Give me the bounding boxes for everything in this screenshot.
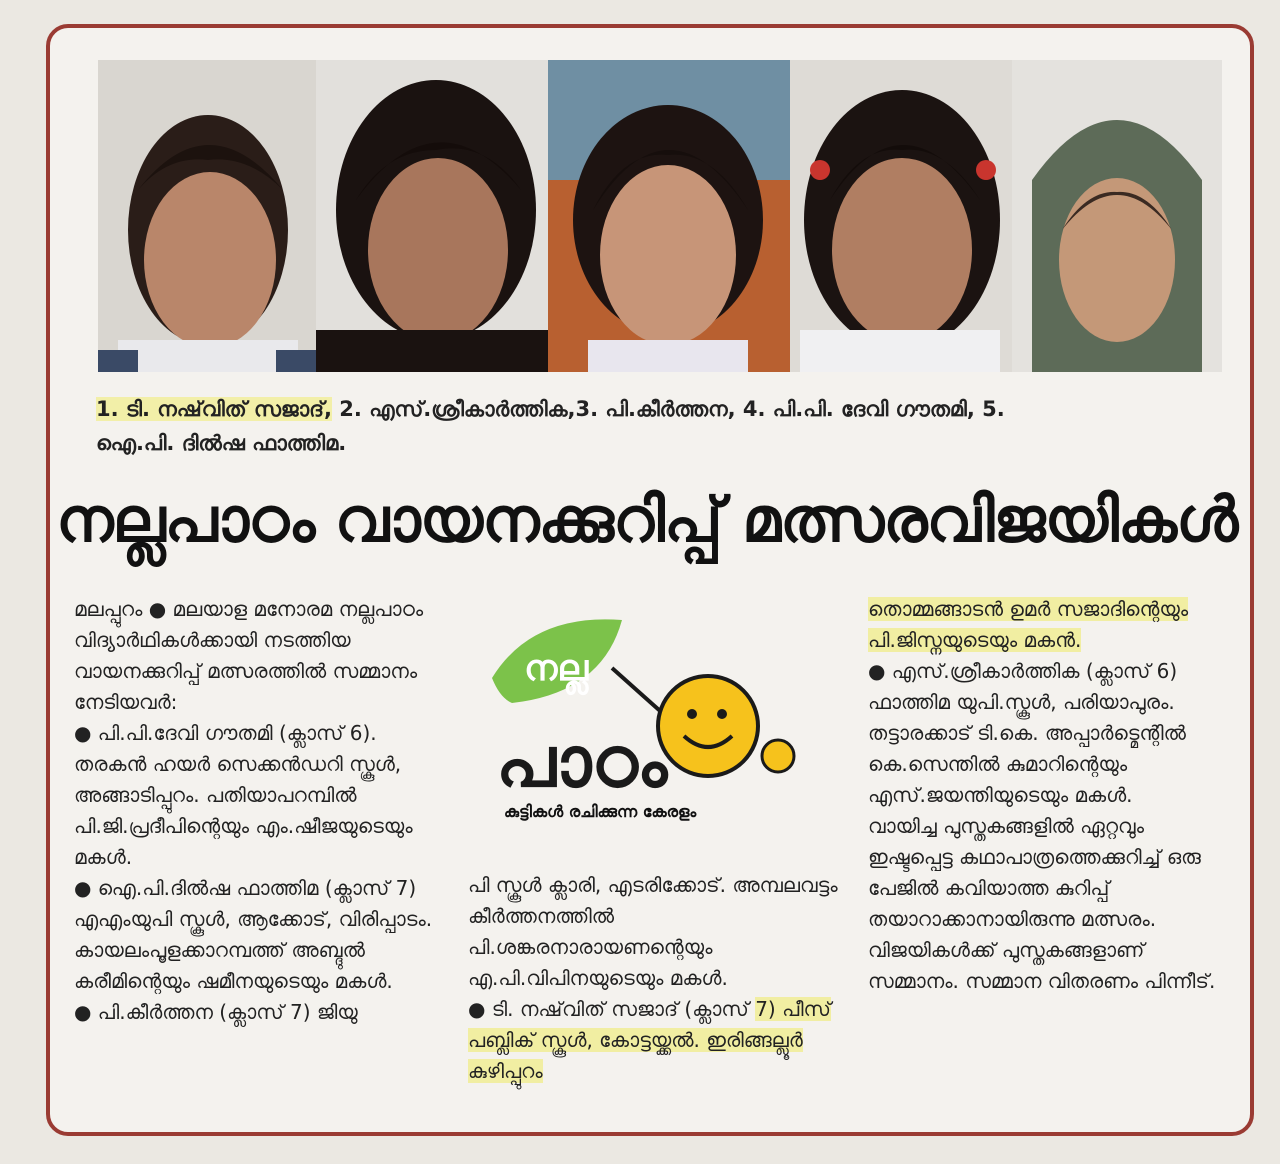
photo-5 [1012,60,1222,372]
column-2-para-2-highlight: 7) പീസ് പബ്ലിക് സ്കൂൾ, കോട്ടയ്ക്കൽ. ഇരിങ്ങല്ലൂർ കുഴിപ്പുറം [468,997,831,1083]
photo-3 [548,60,790,372]
nallapaadam-logo [472,608,822,830]
column-1-para-3: ● ഐ.പി.ദിൽഷ ഫാത്തിമ (ക്ലാസ് 7) എഎംയുപി സ്കൂൾ, ആക്കോട്, വിരിപ്പാടം. കായലംപൂളക്കാറമ്പത്ത് അബ്ദുൽ കരീമിന്റെയും ഷമീനയുടെയും മകൾ. [74,876,433,993]
smiley-icon [658,676,758,776]
caption-rest: 2. എസ്.ശ്രീകാർത്തിക,3. പി.കീർത്തന, 4. പി.പി. ദേവി ഗൗതമി, 5. [332,397,1005,421]
logo-tagline: കുട്ടികൾ രചിക്കുന്ന കേരളം [504,802,697,821]
logo-leaf-text: നല്ല [524,648,589,689]
column-2 [468,870,838,1087]
column-3-para-1: തൊമ്മങ്ങാടൻ ഉമർ സജാദിന്റെയും പി.ജിസ്നയുടെയും മകൻ. [868,597,1189,652]
caption-highlight: 1. ടി. നഷ്‌വിത് സജാദ്, [96,397,332,421]
caption-line2: ഐ.പി. ദിൽഷ ഫാത്തിമ. [96,431,347,455]
column-1-para-4: ● പി.കീർത്തന (ക്ലാസ് 7) ജിയു [74,1000,358,1024]
column-1-para-1: മലപ്പുറം ● മലയാള മനോരമ നല്ലപാഠം വിദ്യാർഥികൾക്കായി നടത്തിയ വായനക്കുറിപ്പ് മത്സരത്തിൽ സമ്മാനം നേടിയവർ: [74,597,424,714]
headline: നല്ലപാഠം വായനക്കുറിപ്പ് മത്സരവിജയികൾ [56,483,1238,556]
photo-2 [316,60,548,372]
column-3-para-2: ● എസ്.ശ്രീകാർത്തിക (ക്ലാസ് 6) ഫാത്തിമ യുപി.സ്കൂൾ, പരിയാപുരം. തട്ടാരക്കാട് ടി.കെ. അപ്പാർട്മെന്റിൽ കെ.സെന്തിൽ കുമാറിന്റെയും എസ്.ജയന്തിയുടെയും മകൾ. [868,659,1186,807]
logo-main-text: പാഠം [496,721,668,803]
photo-1 [98,60,316,372]
column-2-para-2-start: ● ടി. നഷ്‌വിത് സജാദ് (ക്ലാസ് [468,997,749,1021]
column-1 [74,594,444,1028]
column-3 [868,594,1228,997]
column-2-para-1: പി സ്കൂൾ ക്ലാരി, എടരിക്കോട്. അമ്പലവട്ടം കീർത്തനത്തിൽ പി.ശങ്കരനാരായണന്റെയും എ.പി.വിപിനയുടെയും മകൾ. [468,873,838,990]
photo-caption [96,392,1186,460]
photo-4 [790,60,1012,372]
column-1-para-2: ● പി.പി.ദേവി ഗൗതമി (ക്ലാസ് 6). തരകൻ ഹയർ സെക്കൻഡറി സ്കൂൾ, അങ്ങാടിപ്പുറം. പതിയാപറമ്പിൽ പി.ജി.പ്രദീപിന്റെയും എം.ഷീജയുടെയും മകൾ. [74,721,413,869]
column-3-para-3: വായിച്ച പുസ്തകങ്ങളിൽ ഏറ്റവും ഇഷ്ടപ്പെട്ട കഥാപാത്രത്തെക്കുറിച്ച് ഒരു പേജിൽ കവിയാത്ത കുറിപ്പ് തയാറാക്കാനായിരുന്നു മത്സരം. വിജയികൾക്ക് പുസ്തകങ്ങളാണ് സമ്മാനം. സമ്മാന വിതരണം പിന്നീട്. [868,814,1216,993]
winner-photos [98,60,1222,372]
